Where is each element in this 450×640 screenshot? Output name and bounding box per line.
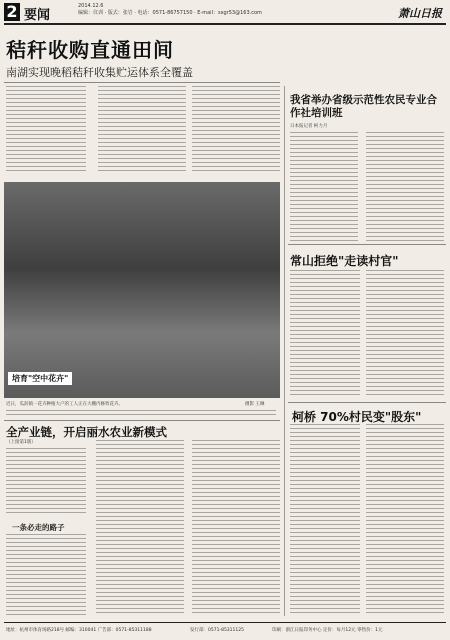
right-middle-rule [288,402,446,403]
editor-contact: 编辑：仪训 · 版式：张岩 · 电话：0571-86757150 · E-mail：sxgr53@163.com [78,10,262,16]
footer-distribution: 发行部：0571-85311125 [190,628,244,633]
section-name: 要闻 [24,8,51,23]
photo-caption: 近日，瓜沥镇一花卉种植大户的工人正在大棚内修剪花卉。 [6,402,123,407]
right-top-byline: 日本报记者 柯力月 [290,124,328,129]
right-bottom-headline: 柯桥 70%村民变"股东" [292,410,422,424]
footer-printing: 印刷：浙江日报印务中心 定价：每月12元 零售价：1元 [272,628,383,633]
bottom-left-dateline: （上接第1版） [6,440,36,445]
bottom-left-rule [4,420,280,421]
newspaper-logo: 萧山日报 [398,7,442,20]
page-number: 2 [4,3,20,21]
right-top-headline: 我省举办省级示范性农民专业合作社培训班 [290,94,437,119]
body-text-col1 [6,86,86,174]
bottom-left-text-col1b [6,534,86,616]
issue-date: 2014.12.6 [78,3,104,9]
right-top-text-col1 [290,132,358,242]
bottom-left-text-col1 [6,448,86,516]
body-text-col3 [192,86,280,174]
photo-overlay-title: 培育"空中花卉" [8,372,72,385]
photo-credit: 摄影 王琳 [245,402,265,407]
subhead-rule [4,82,280,83]
right-bottom-text-col2 [366,424,444,616]
main-subhead: 南湖实现晚稻秸秆收集贮运体系全覆盖 [6,66,193,79]
body-text-col2 [98,86,186,174]
greenhouse-photo [4,182,280,398]
header-rule [4,23,446,25]
right-bottom-text-col1 [290,424,360,616]
right-middle-headline: 常山拒绝"走读村官" [290,254,399,268]
bottom-left-text-col3 [192,440,280,616]
footer-rule [4,622,446,623]
header-meta [78,3,262,17]
caption-text [6,410,276,416]
bottom-left-subhead: 一条必走的路子 [12,523,65,532]
right-top-text-col2 [366,132,444,242]
bottom-left-text-col2 [96,440,184,616]
right-middle-text-col2 [366,270,444,398]
right-top-rule [288,244,446,245]
bottom-left-headline: 全产业链，开启丽水农业新模式 [6,425,167,439]
right-middle-text-col1 [290,270,360,398]
main-headline: 秸秆收购直通田间 [6,38,174,62]
column-divider [284,86,285,616]
footer-address: 地址：杭州市体育场路218号 邮编：310041 广告部：0571-85311188 [6,628,152,633]
